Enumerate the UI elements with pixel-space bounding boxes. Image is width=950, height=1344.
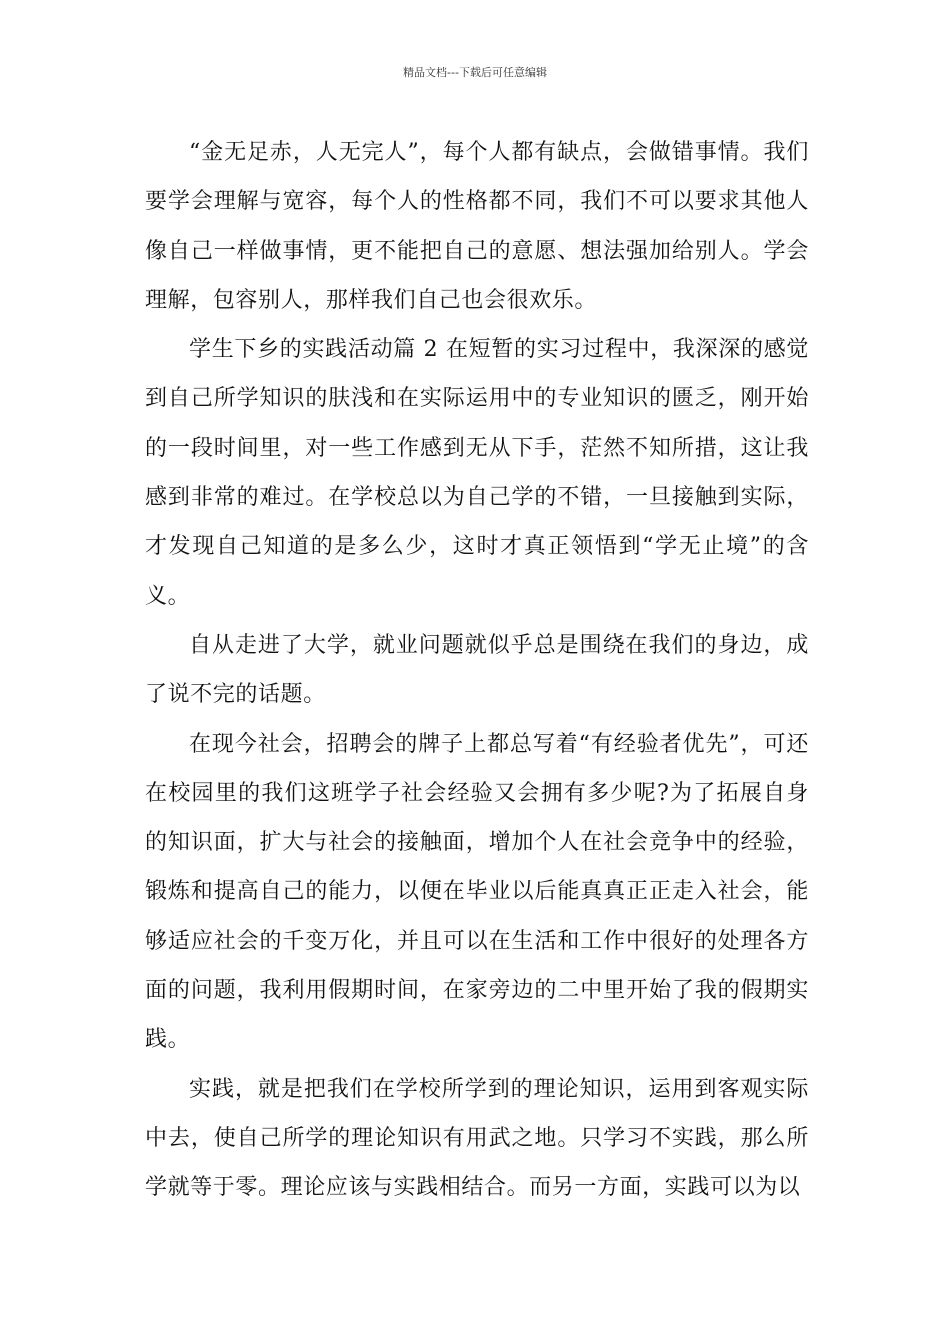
paragraph: 在现今社会，招聘会的牌子上都总写着“有经验者优先”，可还在校园里的我们这班学子社会经验又会拥有多少呢?为了拓展自身的知识面，扩大与社会的接触面，增加个人在社会竞争中的经验，锻炼和提高自己的能力，以便在毕业以后能真真正正走入社会，能够适应社会的千变万化，并且可以在生活和工作中很好的处理各方面的问题，我利用假期时间，在家旁边的二中里开始了我的假期实践。 bbox=[145, 731, 809, 1053]
paragraph: 实践，就是把我们在学校所学到的理论知识，运用到客观实际中去，使自己所学的理论知识有用武之地。只学习不实践，那么所学就等于零。理论应该与实践相结合。而另一方面，实践可以为以 bbox=[145, 1076, 809, 1201]
paragraph: 学生下乡的实践活动篇 2 在短暂的实习过程中，我深深的感觉到自己所学知识的肤浅和在实际运用中的专业知识的匮乏，刚开始的一段时间里，对一些工作感到无从下手，茫然不知所措，这让我感到非常的难过。在学校总以为自己学的不错，一旦接触到实际，才发现自己知道的是多么少，这时才真正领悟到“学无止境”的含义。 bbox=[145, 337, 809, 609]
paragraph: 自从走进了大学，就业问题就似乎总是围绕在我们的身边，成了说不完的话题。 bbox=[145, 632, 809, 708]
document-body bbox=[145, 128, 809, 1213]
page-header: 精品文档---下载后可任意编辑 bbox=[403, 66, 547, 79]
paragraph: “金无足赤，人无完人”，每个人都有缺点，会做错事情。我们要学会理解与宽容，每个人的性格都不同，我们不可以要求其他人像自己一样做事情，更不能把自己的意愿、想法强加给别人。学会理解，包容别人，那样我们自己也会很欢乐。 bbox=[145, 140, 809, 313]
